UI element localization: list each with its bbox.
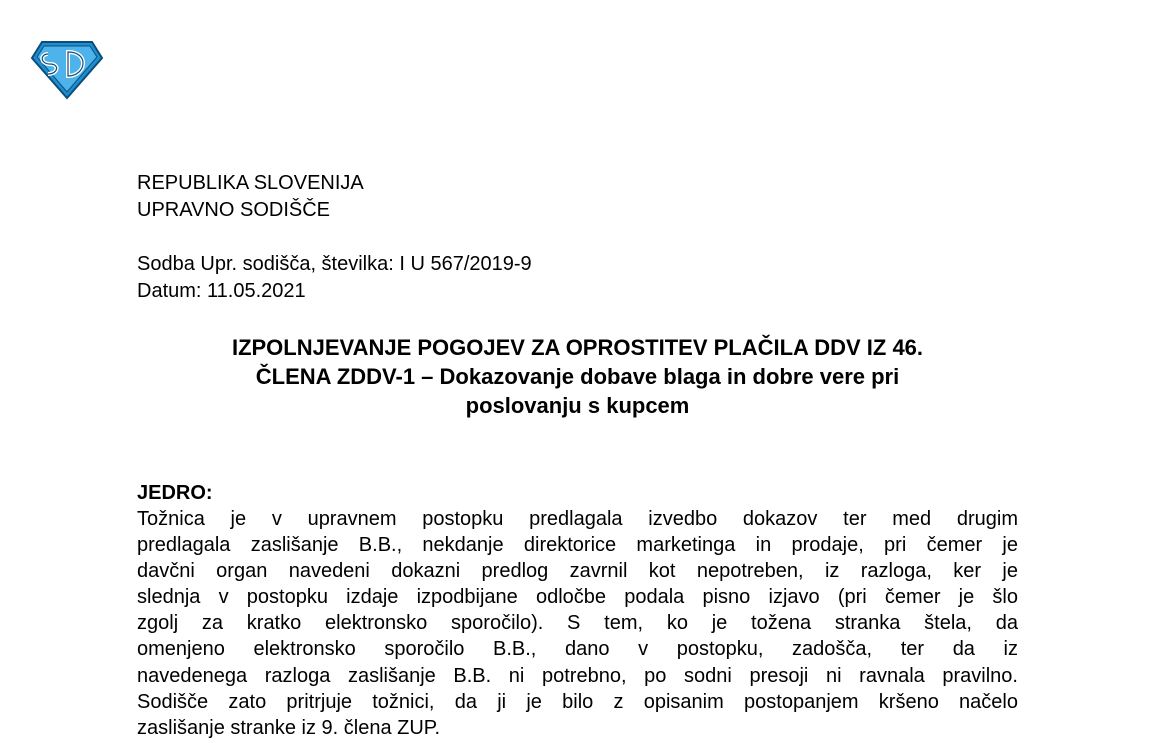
jedro-heading: JEDRO:	[137, 482, 213, 504]
court-diamond-logo-icon	[30, 40, 104, 100]
header-court: UPRAVNO SODIŠČE	[137, 199, 330, 221]
case-meta	[137, 251, 532, 305]
jedro-line: zgolj za kratko elektronsko sporočilo). S tem, ko je tožena stranka štela, da	[137, 612, 1018, 635]
jedro-paragraph	[137, 506, 1018, 741]
jedro-line: navedenega razloga zaslišanje B.B. ni potrebno, po sodni presoji ni ravnala pravilno.	[137, 664, 1018, 687]
jedro-line: davčni organ navedeni dokazni predlog zavrnil kot nepotreben, iz razloga, ker je	[137, 560, 1018, 583]
jedro-line: omenjeno elektronsko sporočilo B.B., dano v postopku, zadošča, ter da iz	[137, 638, 1018, 661]
title-line-2: ČLENA ZDDV-1 – Dokazovanje dobave blaga in dobre vere pri	[255, 364, 900, 389]
document-title	[137, 333, 1018, 420]
jedro-line: predlagala zaslišanje B.B., nekdanje direktorice marketinga in prodaje, pri čemer je	[137, 534, 1018, 557]
header-republic: REPUBLIKA SLOVENIJA	[137, 172, 364, 194]
court-header	[137, 170, 364, 224]
jedro-line: Sodišče zato pritrjuje tožnici, da ji je bilo z opisanim postopanjem kršeno načelo	[137, 690, 1018, 713]
jedro-line: slednja v postopku izdaje izpodbijane odločbe podala pisno izjavo (pri čemer je šlo	[137, 586, 1018, 609]
jedro-line: Tožnica je v upravnem postopku predlagala izvedbo dokazov ter med drugim	[137, 508, 1018, 530]
case-date: Datum: 11.05.2021	[137, 280, 306, 302]
court-logo	[30, 40, 104, 100]
title-line-3: poslovanju s kupcem	[465, 393, 690, 418]
jedro-line: zaslišanje stranke iz 9. člena ZUP.	[137, 716, 441, 739]
case-number: Sodba Upr. sodišča, številka: I U 567/2019-9	[137, 253, 532, 275]
title-line-1: IZPOLNJEVANJE POGOJEV ZA OPROSTITEV PLAČILA DDV IZ 46.	[231, 335, 924, 360]
